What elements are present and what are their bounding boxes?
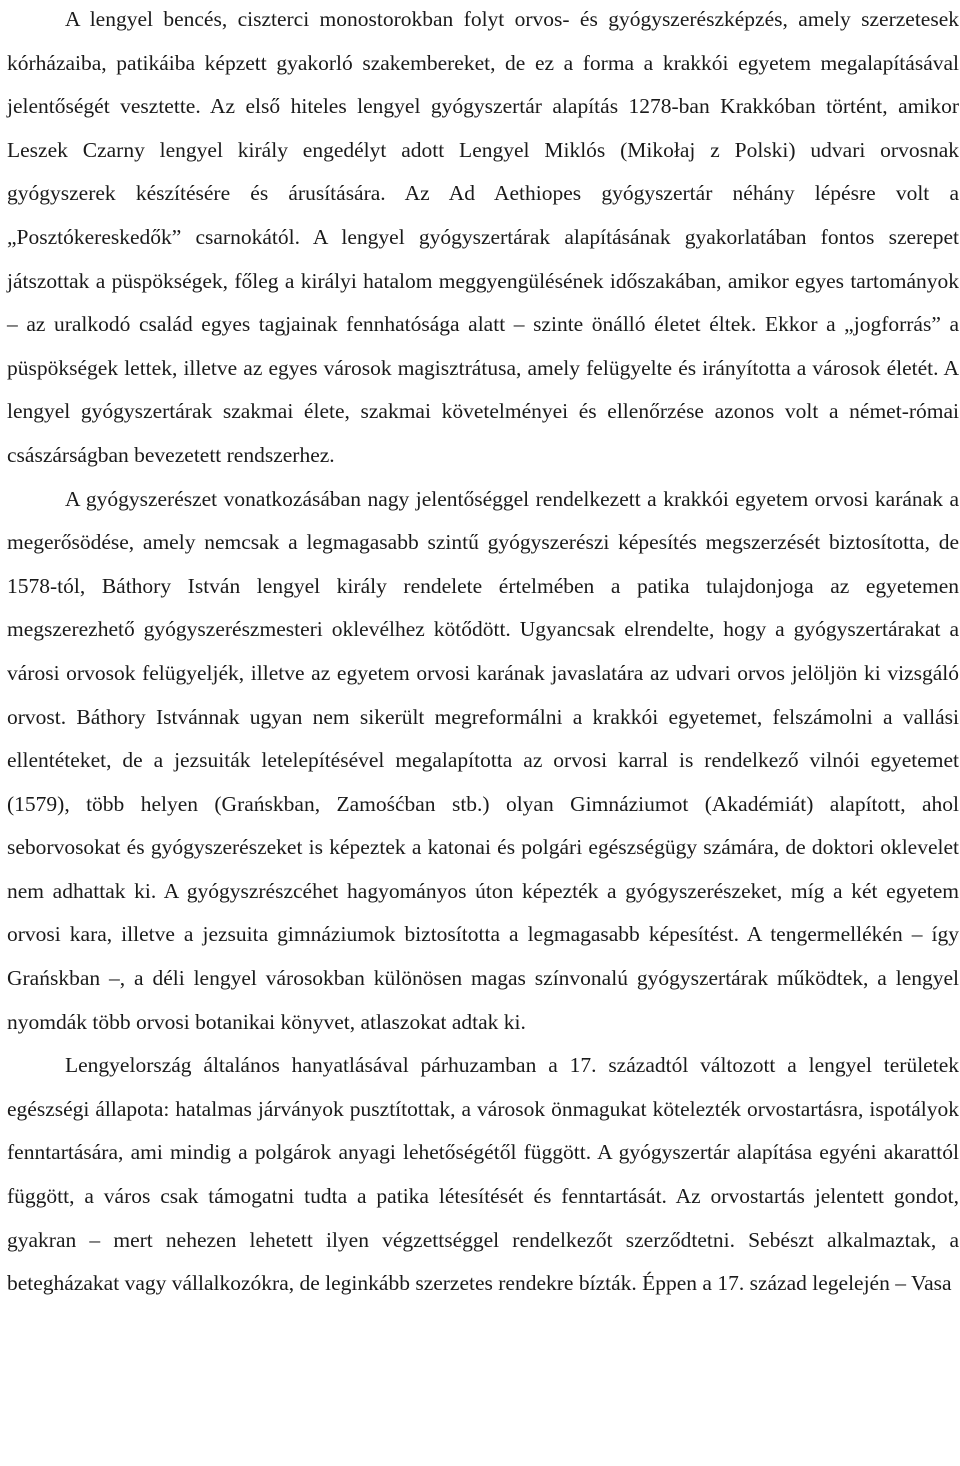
paragraph-1: A lengyel bencés, ciszterci monostorokban folyt orvos- és gyógyszerészképzés, amely szerzetesek kórházaiba, patikáiba képzett gyakorló szakembereket, de ez a forma a krakkói egyetem megalapításával jelentőségét vesztette. Az első hiteles lengyel gyógyszertár alapítás 1278-ban Krakkóban történt, amikor Leszek Czarny lengyel király engedélyt adott Lengyel Miklós (Mikołaj z Polski) udvari orvosnak gyógyszerek készítésére és árusítására. Az Ad Aethiopes gyógyszertár néhány lépésre volt a „Posztókereskedők” csarnokától. A lengyel gyógyszertárak alapításának gyakorlatában fontos szerepet játszottak a püspökségek, főleg a királyi hatalom meggyengülésének időszakában, amikor egyes tartományok – az uralkodó család egyes tagjainak fennhatósága alatt – szinte önálló életet éltek. Ekkor a „jogforrás” a püspökségek lettek, illetve az egyes városok magisztrátusa, amely felügyelte és irányította a városok életét. A lengyel gyógyszertárak szakmai élete, szakmai követelményei és ellenőrzése azonos volt a német-római császárságban bevezetett rendszerhez. (7, 7, 959, 467)
paragraph-3: Lengyelország általános hanyatlásával párhuzamban a 17. századtól változott a lengyel területek egészségi állapota: hatalmas járványok pusztítottak, a városok önmagukat kötelezték orvostartásra, ispotályok fenntartására, ami mindig a polgárok anyagi lehetőségétől függött. A gyógyszertár alapítása egyéni akarattól függött, a város csak támogatni tudta a patika létesítését és fenntartását. Az orvostartás jelentett gondot, gyakran – mert nehezen lehetett ilyen végzettséggel rendelkezőt szerződtetni. Sebészt alkalmaztak, a betegházakat vagy vállalkozókra, de leginkább szerzetes rendekre bízták. Éppen a 17. század legelején – Vasa (7, 1053, 959, 1296)
paragraph-2: A gyógyszerészet vonatkozásában nagy jelentőséggel rendelkezett a krakkói egyetem orvosi karának a megerősödése, amely nemcsak a legmagasabb szintű gyógyszerészi képesítés megszerzését biztosította, de 1578-tól, Báthory István lengyel király rendelete értelmében a patika tulajdonjoga az egyetemen megszerezhető gyógyszerészmesteri oklevélhez kötődött. Ugyancsak elrendelte, hogy a gyógyszertárakat a városi orvosok felügyeljék, illetve az egyetem orvosi karának javaslatára az udvari orvos jelöljön ki vizsgáló orvost. Báthory Istvánnak ugyan nem sikerült megreformálni a krakkói egyetemet, felszámolni a vallási ellentéteket, de a jezsuiták letelepítésével megalapította az orvosi karral is rendelkező vilnói egyetemet (1579), több helyen (Grańskban, Zamośćban stb.) olyan Gimnáziumot (Akadémiát) alapított, ahol seborvosokat és gyógyszerészeket is képeztek a katonai és polgári egészségügy számára, de doktori oklevelet nem adhattak ki. A gyógyszrészcéhet hagyományos úton képezték a gyógyszerészeket, míg a két egyetem orvosi kara, illetve a jezsuita gimnáziumok biztosította a legmagasabb képesítést. A tengermellékén – így Grańskban –, a déli lengyel városokban különösen magas színvonalú gyógyszertárak működtek, a lengyel nyomdák több orvosi botanikai könyvet, atlaszokat adtak ki. (7, 486, 959, 1034)
document-page (7, 0, 959, 1306)
